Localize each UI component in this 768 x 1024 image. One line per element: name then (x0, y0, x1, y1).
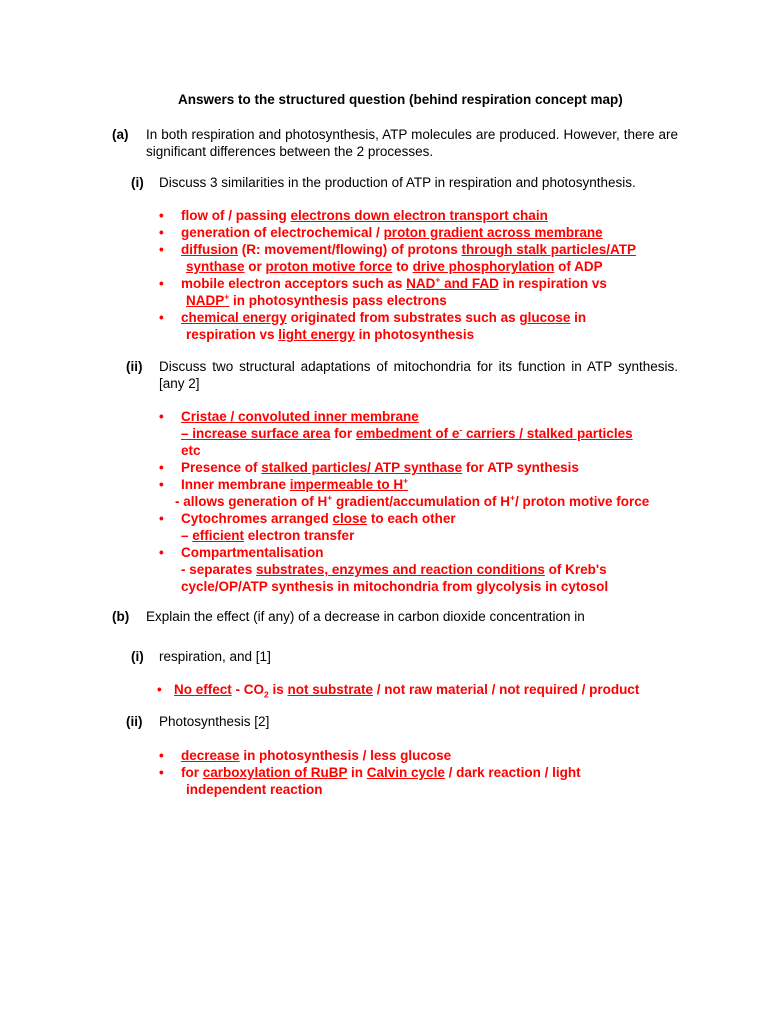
answer-item: • Inner membrane impermeable to H+ - allows generation of H+ gradient/accumulation of H+/ proton motive force (159, 475, 650, 509)
bullet-icon: • (159, 511, 164, 526)
bullet-icon: • (159, 208, 164, 223)
answer-item: • Presence of stalked particles/ ATP synthase for ATP synthesis (159, 460, 579, 475)
answer-item: • generation of electrochemical / proton gradient across membrane (159, 225, 603, 240)
bullet-icon: • (159, 276, 164, 291)
part-a-i-question: Discuss 3 similarities in the production of ATP in respiration and photosynthesis. (159, 175, 636, 190)
answer-item: • chemical energy originated from substrates such as glucose in respiration vs light energy in photosynthesis (159, 310, 587, 342)
bullet-icon: • (159, 748, 164, 763)
bullet-icon: • (159, 545, 164, 560)
answer-item: • Cristae / convoluted inner membrane – increase surface area for embedment of e- carriers / stalked particles etc (159, 409, 633, 458)
part-b-label: (b) (112, 609, 130, 624)
answer-item: • mobile electron acceptors such as NAD+ and FAD in respiration vs NADP+ in photosynthesis pass electrons (159, 274, 607, 308)
bullet-icon: • (159, 225, 164, 240)
bullet-icon: • (159, 477, 164, 492)
part-b-i-question: respiration, and [1] (159, 649, 271, 664)
part-b-ii-label: (ii) (126, 714, 143, 729)
part-a-ii-question: Discuss two structural adaptations of mitochondria for its function in ATP synthesis. [any 2] (159, 359, 678, 391)
answer-item: • diffusion (R: movement/flowing) of protons through stalk particles/ATP synthase or proton motive force to drive phosphorylation of ADP (159, 242, 637, 274)
part-a-ii-answers (159, 408, 678, 595)
answer-item: • Cytochromes arranged close to each other – efficient electron transfer (159, 511, 456, 543)
part-b-text: Explain the effect (if any) of a decrease in carbon dioxide concentration in (146, 609, 585, 624)
answer-item: • decrease in photosynthesis / less glucose (159, 748, 452, 763)
answer-item: • flow of / passing electrons down electron transport chain (159, 208, 548, 223)
part-b-i-answers (157, 681, 676, 698)
bullet-icon: • (159, 310, 164, 325)
bullet-icon: • (159, 765, 164, 780)
bullet-icon: • (159, 409, 164, 424)
part-b-ii-answers (159, 747, 678, 798)
part-a-text: In both respiration and photosynthesis, ATP molecules are produced. However, there are significant differences between the 2 processes. (146, 127, 678, 159)
part-b-i-label: (i) (131, 649, 144, 664)
bullet-icon: • (157, 682, 162, 697)
bullet-icon: • (159, 460, 164, 475)
document-title: Answers to the structured question (behind respiration concept map) (178, 92, 623, 107)
part-b-ii-question: Photosynthesis [2] (159, 714, 270, 729)
part-a-i-answers (159, 207, 678, 343)
part-a-label: (a) (112, 127, 129, 142)
part-a-i-label: (i) (131, 175, 144, 190)
part-a-ii-label: (ii) (126, 359, 143, 374)
answer-item: • No effect - $CO_2$ is not substrate / not raw material / not required / product (157, 682, 640, 700)
answer-item: • Compartmentalisation - separates substrates, enzymes and reaction conditions of Kreb's cycle/OP/ATP synthesis in mitochondria from glycolysis in cytosol (159, 545, 609, 594)
bullet-icon: • (159, 242, 164, 257)
answer-item: • for carboxylation of RuBP in Calvin cycle / dark reaction / light independent reaction (159, 765, 581, 797)
